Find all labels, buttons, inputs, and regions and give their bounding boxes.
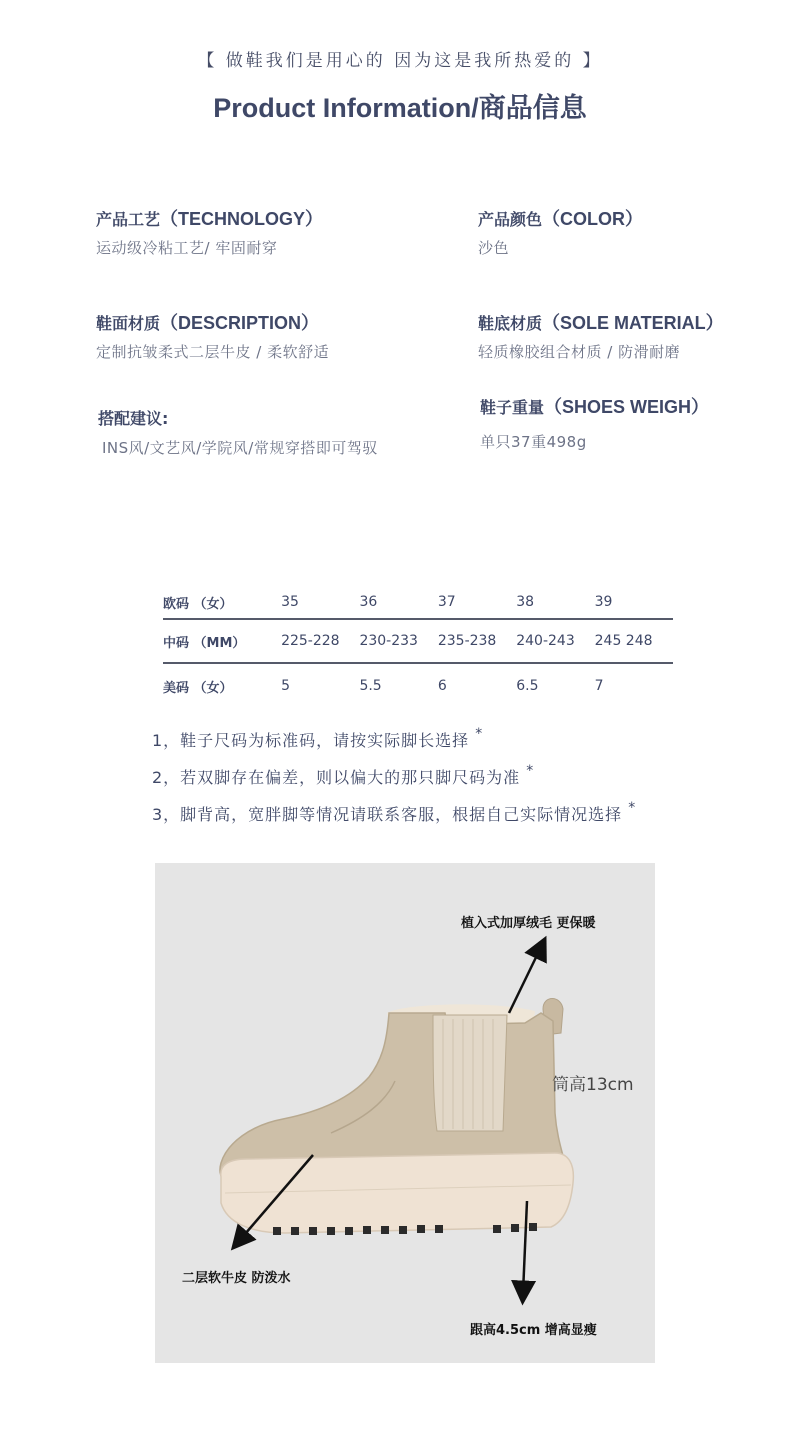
product-photo — [155, 863, 655, 1363]
size-cell: 38 — [516, 594, 535, 610]
spec-value: INS风/文艺风/学院风/常规穿搭即可驾驭 — [102, 439, 378, 457]
size-cell: 6 — [437, 678, 447, 694]
size-cell: 37 — [437, 594, 456, 610]
size-cell: 230-233 — [359, 633, 418, 649]
size-row-us — [163, 664, 673, 708]
asterisk-mark: * — [475, 726, 484, 742]
size-row-head: 美码 （女） — [163, 680, 233, 696]
spec-value: 定制抗皱柔式二层牛皮 / 柔软舒适 — [96, 343, 330, 361]
spec-label: 鞋面材质（DESCRIPTION） — [96, 313, 320, 333]
size-row-head: 欧码 （女） — [163, 596, 233, 612]
tagline: 【 做鞋我们是用心的 因为这是我所热爱的 】 — [197, 51, 603, 71]
size-cell: 39 — [594, 594, 613, 610]
boot-sole — [221, 1153, 574, 1233]
note-item: 1，鞋子尺码为标准码，请按实际脚长选择 * — [152, 726, 484, 750]
size-cell: 6.5 — [516, 678, 539, 694]
size-notes — [152, 728, 636, 839]
size-cell: 36 — [359, 594, 378, 610]
spec-label: 鞋底材质（SOLE MATERIAL） — [478, 313, 724, 333]
spec-styling — [98, 406, 378, 458]
note-item: 3，脚背高，宽胖脚等情况请联系客服，根据自己实际情况选择 * — [152, 800, 637, 824]
size-cell: 35 — [281, 594, 299, 610]
size-cell: 240-243 — [516, 633, 575, 649]
callout-upper: 二层软牛皮 防泼水 — [182, 1271, 291, 1286]
callout-lining: 植入式加厚绒毛 更保暖 — [461, 916, 596, 931]
size-cell: 235-238 — [437, 633, 497, 649]
spec-label: 鞋子重量（SHOES WEIGH） — [480, 397, 710, 417]
size-table — [163, 586, 673, 708]
spec-color — [478, 205, 643, 258]
spec-label: 产品工艺（TECHNOLOGY） — [96, 209, 324, 229]
size-cell: 7 — [594, 678, 604, 694]
spec-description — [96, 309, 329, 362]
size-cell: 5 — [281, 678, 290, 694]
asterisk-mark: * — [526, 763, 535, 779]
callout-shaft-height: 筒高13cm — [552, 1075, 634, 1095]
callout-heel: 跟高4.5cm 增高显瘦 — [470, 1323, 597, 1338]
spec-value: 单只37重498g — [480, 433, 587, 451]
spec-label: 搭配建议: — [98, 409, 169, 428]
spec-value: 运动级冷粘工艺/ 牢固耐穿 — [96, 239, 278, 257]
size-row-head: 中码 （MM） — [163, 635, 246, 651]
boot-illustration — [155, 863, 655, 1363]
size-cell: 225-228 — [281, 633, 340, 649]
size-row-mm — [163, 620, 673, 664]
arrow-lining — [509, 947, 541, 1013]
spec-value: 轻质橡胶组合材质 / 防滑耐磨 — [478, 343, 681, 361]
elastic-panel — [433, 1015, 507, 1131]
spec-value: 沙色 — [478, 239, 510, 257]
page-title: Product Information/商品信息 — [213, 93, 587, 123]
size-row-eu — [163, 586, 673, 620]
size-cell: 245 248 — [594, 633, 653, 649]
spec-sole-material — [478, 309, 724, 362]
spec-technology — [96, 205, 323, 258]
asterisk-mark: * — [628, 800, 637, 816]
spec-weight — [480, 393, 709, 452]
size-cell: 5.5 — [359, 678, 382, 694]
spec-label: 产品颜色（COLOR） — [478, 209, 644, 229]
note-item: 2，若双脚存在偏差，则以偏大的那只脚尺码为准 * — [152, 763, 535, 787]
